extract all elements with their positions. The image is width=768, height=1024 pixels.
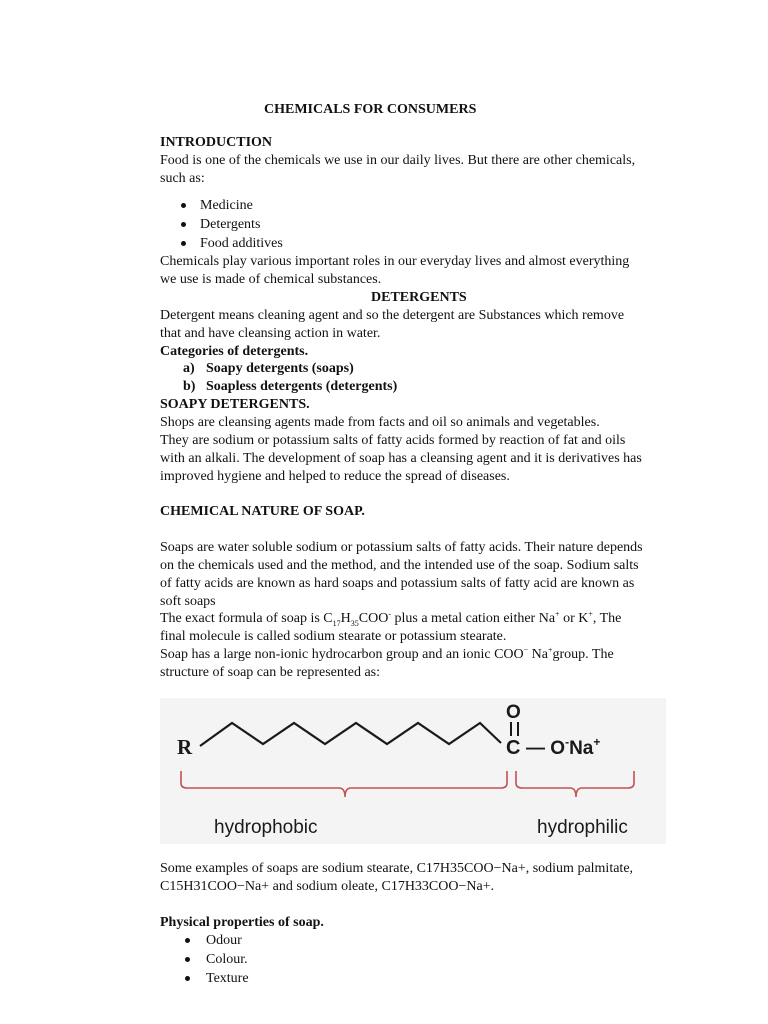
intro-heading: INTRODUCTION (160, 135, 273, 150)
category-marker-b: b) (183, 379, 196, 394)
hydrophobic-brace (181, 771, 507, 797)
hydrocarbon-chain (200, 723, 501, 746)
nature-heading: CHEMICAL NATURE OF SOAP. (160, 504, 365, 519)
physical-bullet-texture: Texture (206, 971, 249, 986)
intro-line-1: Food is one of the chemicals we use in our daily lives. But there are other chemicals, (160, 153, 636, 168)
nature-p1-line-1: Soaps are water soluble sodium or potassium salts of fatty acids. Their nature depends (160, 540, 643, 555)
examples-line-1: Some examples of soaps are sodium stearate, C17H35COO−Na+, sodium palmitate, (160, 861, 634, 876)
intro-line-2: such as: (160, 171, 205, 186)
bullet-icon (185, 938, 190, 943)
soapy-line-2: They are sodium or potassium salts of fatty acids formed by reaction of fat and oils (160, 433, 626, 448)
nature-p1-line-2: on the chemicals used and the method, and the intended use of the soap. Sodium salts (160, 558, 639, 573)
category-soapy: Soapy detergents (soaps) (206, 361, 354, 376)
categories-heading: Categories of detergents. (160, 344, 309, 359)
formula-line: The exact formula of soap is $C_{17}H_{35}COO^-$ plus a metal cation either Na+ or K+, The (160, 609, 622, 628)
intro-bullet-detergents: Detergents (200, 217, 261, 232)
soapy-heading: SOAPY DETERGENTS. (160, 397, 310, 412)
soapy-line-3: with an alkali. The development of soap has a cleansing agent and it is derivatives has (160, 451, 642, 466)
intro-after-line-2: we use is made of chemical substances. (160, 272, 382, 287)
nature-final-line: final molecule is called sodium stearate or potassium stearate. (160, 629, 507, 644)
group-line: Soap has a large non-ionic hydrocarbon group and an ionic COO− Na+group. The (160, 645, 614, 662)
nature-p1-line-4: soft soaps (160, 594, 216, 609)
hydrophilic-brace (516, 771, 634, 797)
bullet-icon (181, 203, 186, 208)
r-group-label: R (177, 735, 193, 759)
bullet-icon (181, 241, 186, 246)
intro-bullet-medicine: Medicine (200, 198, 253, 213)
bullet-icon (185, 976, 190, 981)
page-title: CHEMICALS FOR CONSUMERS (264, 102, 477, 117)
intro-bullet-food-additives: Food additives (200, 236, 283, 251)
physical-bullet-odour: Odour (206, 933, 242, 948)
hydrophilic-label: hydrophilic (537, 817, 628, 838)
nature-p1-line-3: of fatty acids are known as hard soaps and potassium salts of fatty acid are known as (160, 576, 635, 591)
detergents-heading: DETERGENTS (371, 290, 467, 305)
oxygen-sodium-label: — O-Na+ (526, 735, 601, 759)
category-marker-a: a) (183, 361, 195, 376)
hydrophobic-label: hydrophobic (214, 817, 318, 838)
soapy-line-1: Shops are cleansing agents made from facts and oil so animals and vegetables. (160, 415, 600, 430)
examples-line-2: C15H31COO−Na+ and sodium oleate, C17H33COO−Na+. (160, 879, 495, 894)
carbon-label: C (506, 737, 521, 759)
carbonyl-oxygen-label: O (506, 702, 521, 723)
physical-bullet-colour: Colour. (206, 952, 248, 967)
detergents-line-1: Detergent means cleaning agent and so the detergent are Substances which remove (160, 308, 625, 323)
bullet-icon (181, 222, 186, 227)
structure-intro-line: structure of soap can be represented as: (160, 665, 381, 680)
bullet-icon (185, 957, 190, 962)
physical-heading: Physical properties of soap. (160, 915, 324, 930)
intro-after-line-1: Chemicals play various important roles in our everyday lives and almost everything (160, 254, 630, 269)
soap-structure-svg (160, 698, 666, 844)
soap-structure-diagram (160, 698, 666, 844)
category-soapless: Soapless detergents (detergents) (206, 379, 398, 394)
soapy-line-4: improved hygiene and helped to reduce the spread of diseases. (160, 469, 510, 484)
detergents-line-2: that and have cleansing action in water. (160, 326, 381, 341)
